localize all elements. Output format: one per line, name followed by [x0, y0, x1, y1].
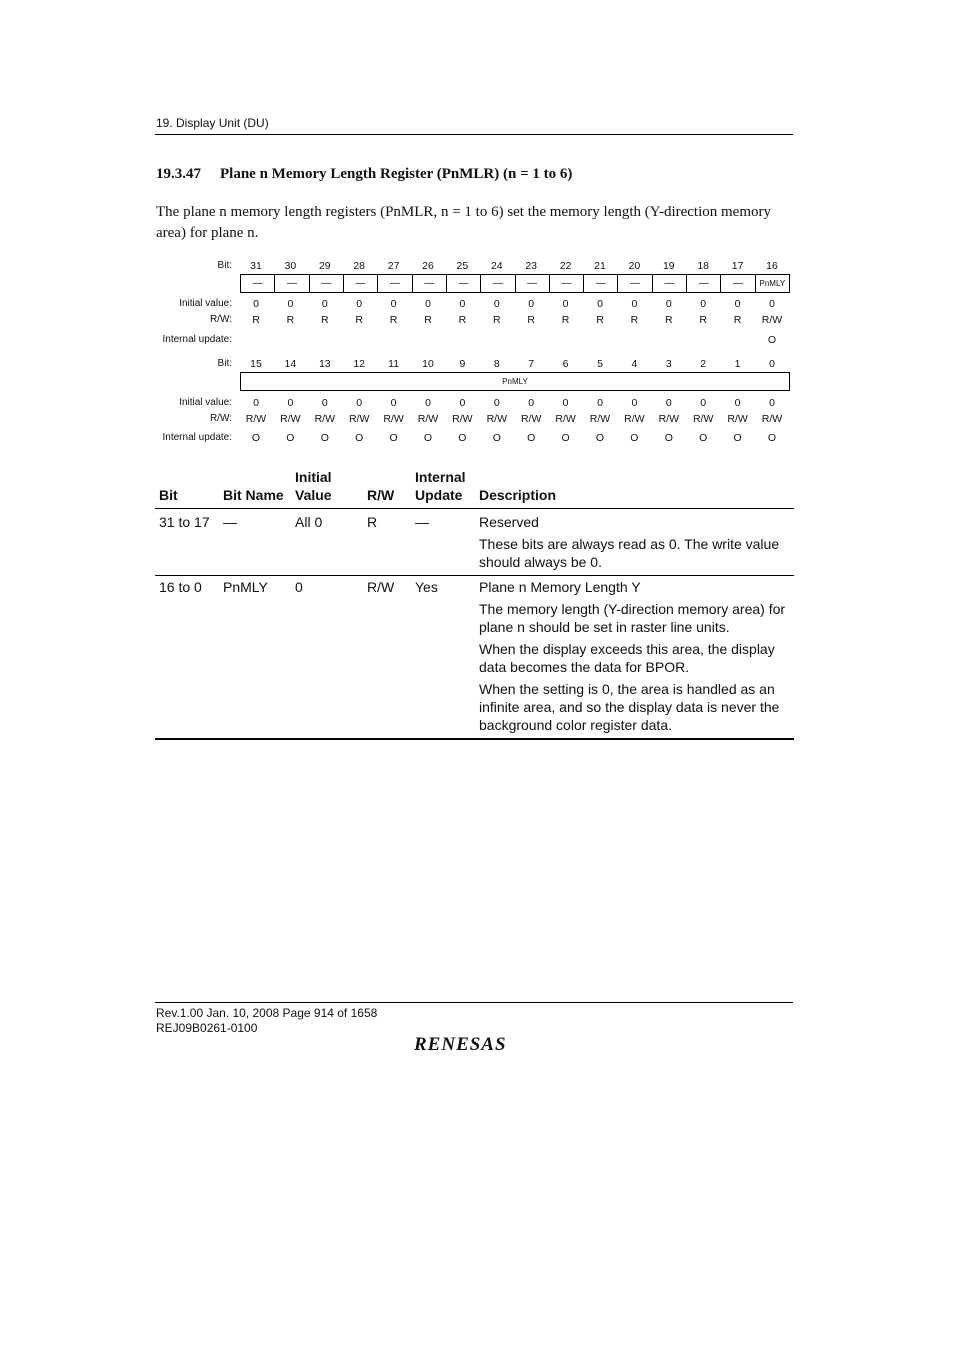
bit-number: 17: [731, 260, 744, 272]
cell-bit-name: PnMLY: [219, 576, 291, 740]
bit-number: 24: [490, 260, 503, 272]
initial-value: 0: [631, 298, 638, 310]
cell-description: [475, 576, 794, 740]
register-field: —: [721, 275, 755, 292]
rw-label-lower: R/W:: [209, 413, 232, 424]
update-value: O: [767, 334, 777, 346]
initial-value: 0: [425, 397, 431, 409]
rw-value: R/W: [727, 413, 748, 425]
update-value: O: [561, 432, 570, 444]
bit-number: 7: [528, 358, 535, 370]
rw-value: R: [493, 314, 501, 326]
col-bit-name: Bit Name: [219, 468, 291, 509]
initial-value: 0: [700, 397, 707, 409]
update-value: O: [630, 432, 639, 444]
initial-value: 0: [562, 397, 569, 409]
bit-number: 8: [493, 358, 500, 370]
rw-value: R: [561, 314, 570, 326]
update-value: O: [423, 432, 433, 444]
rw-value: R/W: [314, 413, 335, 425]
table-row: [155, 509, 794, 576]
cell-initial: All 0: [291, 509, 363, 576]
register-field: —: [275, 275, 309, 292]
initial-value: 0: [459, 397, 466, 409]
initial-value: 0: [528, 397, 535, 409]
initial-value: 0: [459, 298, 466, 310]
register-field: —: [413, 275, 447, 292]
initial-label-upper: Initial value:: [179, 298, 232, 309]
bit-label-lower: Bit:: [217, 358, 232, 369]
bit-number: 18: [697, 260, 710, 272]
footer-doc-number: REJ09B0261-0100: [156, 1021, 258, 1035]
footer-revision: Rev.1.00 Jan. 10, 2008 Page 914 of 1658: [156, 1006, 378, 1020]
register-field: PnMLY: [759, 279, 786, 288]
initial-value: 0: [700, 298, 707, 310]
update-value: O: [527, 432, 536, 444]
initial-value: 0: [356, 298, 363, 310]
upper-register-box: [240, 274, 790, 293]
col-rw: R/W: [363, 468, 411, 509]
update-value: O: [699, 432, 708, 444]
bit-number: 28: [353, 260, 366, 272]
section-title: [156, 166, 572, 183]
update-value: O: [492, 432, 501, 444]
desc-para: The memory length (Y-direction memory area) for plane n should be set in raster line units.: [479, 601, 786, 635]
update-value: O: [595, 432, 605, 444]
bit-number: 5: [597, 358, 603, 370]
cell-rw: R/W: [363, 576, 411, 740]
initial-label-lower: Initial value:: [179, 397, 232, 408]
initial-value: 0: [390, 298, 397, 310]
rw-value: R: [733, 314, 742, 326]
rw-value: R/W: [383, 413, 404, 425]
rw-value: R: [596, 314, 604, 326]
desc-para: Plane n Memory Length Y: [479, 579, 641, 595]
bit-number: 13: [318, 358, 331, 370]
register-field: —: [584, 275, 618, 292]
bit-number: 2: [700, 358, 707, 370]
bit-number: 15: [250, 358, 262, 370]
desc-para: Reserved: [479, 514, 539, 530]
col-internal-update: Internal Update: [411, 468, 475, 509]
rw-value: R: [252, 314, 260, 326]
rw-value: R/W: [348, 413, 370, 425]
footer-rule: [155, 1002, 793, 1003]
initial-value: 0: [597, 397, 603, 409]
cell-initial: 0: [291, 576, 363, 740]
initial-value: 0: [734, 298, 741, 310]
rw-value: R: [424, 314, 432, 326]
rw-value: R/W: [589, 413, 611, 425]
running-header: 19. Display Unit (DU): [156, 116, 269, 130]
bit-number: 4: [631, 358, 638, 370]
initial-value: 0: [321, 298, 328, 310]
bit-number: 16: [766, 260, 778, 272]
rw-value: R/W: [486, 413, 507, 425]
register-field: —: [687, 275, 721, 292]
initial-value: 0: [769, 298, 775, 310]
initial-value: 0: [253, 298, 259, 310]
renesas-logo: RENESAS: [414, 1034, 507, 1055]
bit-number: 10: [422, 358, 434, 370]
desc-para: When the display exceeds this area, the display data becomes the data for BPOR.: [479, 641, 775, 675]
initial-value: 0: [665, 298, 672, 310]
rw-value: R: [355, 314, 363, 326]
update-label-upper: Internal update:: [162, 334, 232, 345]
cell-bit-name: —: [219, 509, 291, 576]
rw-value: R/W: [280, 413, 301, 425]
initial-value: 0: [769, 397, 775, 409]
update-value: O: [767, 432, 777, 444]
initial-value: 0: [287, 397, 294, 409]
col-description: Description: [475, 468, 794, 509]
bit-label-upper: Bit:: [217, 260, 232, 271]
cell-bit: 16 to 0: [155, 576, 219, 740]
register-field: —: [481, 275, 515, 292]
update-value: O: [320, 432, 329, 444]
bit-number: 3: [665, 358, 672, 370]
rw-value: R: [527, 314, 535, 326]
update-value: O: [251, 432, 261, 444]
bit-number: 22: [559, 260, 572, 272]
rw-value: R/W: [417, 413, 439, 425]
register-field: —: [618, 275, 652, 292]
update-value: O: [458, 432, 467, 444]
initial-value: 0: [425, 298, 431, 310]
desc-para: These bits are always read as 0. The write value should always be 0.: [479, 536, 780, 570]
lower-field-pnmly: PnMLY: [502, 377, 528, 386]
bit-number: 27: [387, 260, 400, 272]
bit-number: 9: [459, 358, 466, 370]
lower-register-box: [240, 372, 790, 391]
intro-paragraph: The plane n memory length registers (PnMLR, n = 1 to 6) set the memory length (Y-direction memory area) for plane n.: [156, 204, 771, 241]
register-field: —: [241, 275, 275, 292]
initial-value: 0: [734, 397, 741, 409]
cell-rw: R: [363, 509, 411, 576]
table-row: [155, 576, 794, 740]
initial-value: 0: [631, 397, 638, 409]
bit-description-table: [155, 468, 794, 740]
bit-number: 29: [318, 260, 331, 272]
cell-bit: 31 to 17: [155, 509, 219, 576]
rw-value: R: [458, 314, 467, 326]
update-value: O: [389, 432, 398, 444]
register-field: —: [344, 275, 378, 292]
register-field: —: [378, 275, 412, 292]
bit-number: 12: [353, 358, 366, 370]
update-value: O: [733, 432, 742, 444]
desc-para: When the setting is 0, the area is handled as an infinite area, and so the display data is never the background color register data.: [479, 681, 780, 733]
bit-number: 25: [456, 260, 469, 272]
bit-number: 26: [422, 260, 434, 272]
bit-number: 21: [594, 260, 606, 272]
initial-value: 0: [321, 397, 328, 409]
col-initial-value: Initial Value: [291, 468, 363, 509]
rw-value: R/W: [452, 413, 473, 425]
register-field: —: [447, 275, 481, 292]
rw-value: R/W: [658, 413, 679, 425]
bit-number: 0: [769, 358, 775, 370]
cell-update: Yes: [411, 576, 475, 740]
initial-value: 0: [665, 397, 672, 409]
initial-value: 0: [493, 397, 500, 409]
rw-value: R: [286, 314, 295, 326]
section-title-text: Plane n Memory Length Register (PnMLR) (n = 1 to 6): [220, 166, 573, 182]
bit-number: 11: [388, 358, 400, 370]
update-value: O: [286, 432, 295, 444]
bit-number: 19: [662, 260, 675, 272]
rw-label-upper: R/W:: [209, 314, 232, 325]
rw-value: R/W: [245, 413, 267, 425]
bit-number: 1: [734, 358, 741, 370]
initial-value: 0: [253, 397, 259, 409]
initial-value: 0: [287, 298, 294, 310]
register-field: —: [310, 275, 344, 292]
table-header-row: [155, 468, 794, 509]
update-value: O: [664, 432, 673, 444]
bit-number: 31: [250, 260, 262, 272]
bit-number: 6: [562, 358, 569, 370]
rw-value: R: [699, 314, 707, 326]
register-field: —: [550, 275, 584, 292]
bit-number: 20: [628, 260, 641, 272]
rw-value: R/W: [555, 413, 576, 425]
rw-value: R/W: [692, 413, 714, 425]
initial-value: 0: [390, 397, 397, 409]
initial-value: 0: [528, 298, 535, 310]
update-label-lower: Internal update:: [162, 432, 232, 443]
register-field: —: [516, 275, 550, 292]
rw-value: R: [321, 314, 329, 326]
rw-value: R: [630, 314, 639, 326]
section-number: 19.3.47: [156, 166, 201, 182]
initial-value: 0: [356, 397, 363, 409]
rw-value: R: [665, 314, 673, 326]
update-value: O: [355, 432, 364, 444]
rw-value: R/W: [761, 314, 783, 326]
register-field: —: [653, 275, 687, 292]
header-rule: [155, 134, 793, 135]
rw-value: R/W: [624, 413, 645, 425]
bit-number: 23: [525, 260, 538, 272]
initial-value: 0: [493, 298, 500, 310]
rw-value: R: [389, 314, 398, 326]
rw-value: R/W: [761, 413, 783, 425]
bit-number: 14: [284, 358, 297, 370]
bit-number: 30: [284, 260, 297, 272]
initial-value: 0: [562, 298, 569, 310]
rw-value: R/W: [520, 413, 542, 425]
col-bit: Bit: [155, 468, 219, 509]
initial-value: 0: [597, 298, 603, 310]
cell-description: [475, 509, 794, 576]
cell-update: —: [411, 509, 475, 576]
